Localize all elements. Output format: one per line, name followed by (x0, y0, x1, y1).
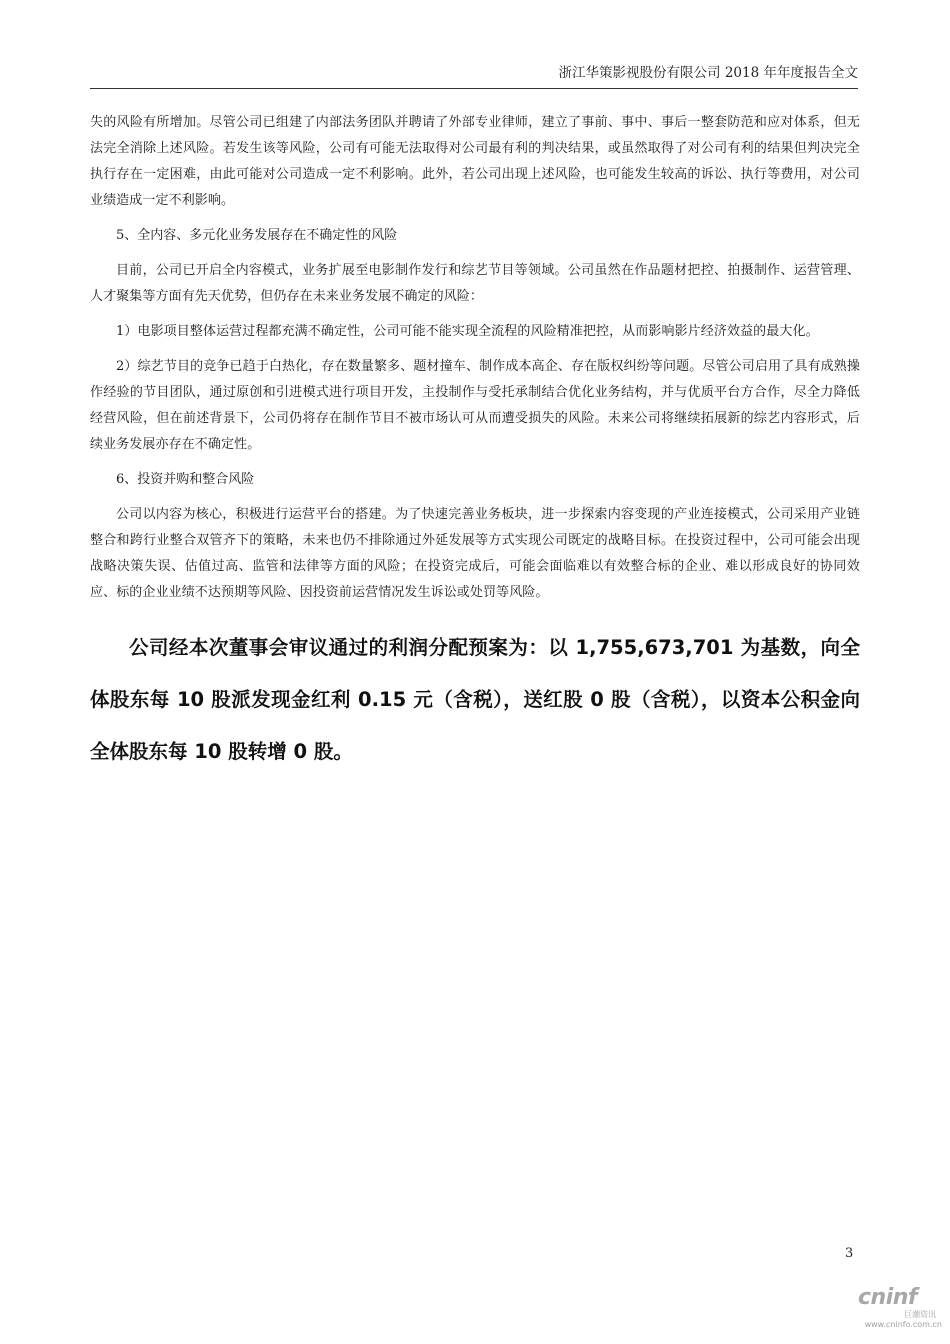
cninfo-logo: cninf (858, 1285, 917, 1310)
dividend-plan-statement: 公司经本次董事会审议通过的利润分配预案为：以 1,755,673,701 为基数，向全体股东每 10 股派发现金红利 0.15 元（含税），送红股 0 股（含税），以资本公积金向全体股东每 10 股转增 0 股。 (90, 636, 860, 763)
paragraph-mna-risk: 公司以内容为核心，积极进行运营平台的搭建。为了快速完善业务板块，进一步探索内容变现的产业连接模式，公司采用产业链整合和跨行业整合双管齐下的策略，未来也仍不排除通过外延发展等方式实现公司既定的战略目标。在投资过程中，公司可能会出现战略决策失误、估值过高、监管和法律等方面的风险；在投资完成后，可能会面临难以有效整合标的企业、难以形成良好的协同效应、标的企业业绩不达预期等风险、因投资前运营情况发生诉讼或处罚等风险。 (90, 507, 860, 600)
cninfo-url: www.cninfo.com.cn (864, 1320, 942, 1329)
paragraph-litigation-risk: 失的风险有所增加。尽管公司已组建了内部法务团队并聘请了外部专业律师，建立了事前、事中、事后一整套防范和应对体系，但无法完全消除上述风险。若发生该等风险，公司有可能无法取得对公司最有利的判决结果，或虽然取得了对公司有利的结果但判决完全执行存在一定困难，由此可能对公司造成一定不利影响。此外，若公司出现上述风险，也可能发生较高的诉讼、执行等费用，对公司业绩造成一定不利影响。 (90, 115, 860, 208)
report-title: 浙江华策影视股份有限公司 2018 年年度报告全文 (558, 65, 858, 81)
paragraph-film-risk: 1）电影项目整体运营过程都充满不确定性，公司可能不能实现全流程的风险精准把控，从而影响影片经济效益的最大化。 (116, 324, 819, 339)
page-header (90, 62, 858, 89)
section-heading-mna-risk: 6、投资并购和整合风险 (116, 472, 255, 487)
cninfo-watermark (858, 1286, 942, 1334)
paragraph-content-mode: 目前，公司已开启全内容模式，业务扩展至电影制作发行和综艺节目等领域。公司虽然在作品题材把控、拍摄制作、运营管理、人才聚集等方面有先天优势，但仍存在未来业务发展不确定的风险： (90, 263, 860, 304)
paragraph-variety-show-risk: 2）综艺节目的竞争已趋于白热化，存在数量繁多、题材撞车、制作成本高企、存在版权纠纷等问题。尽管公司启用了具有成熟操作经验的节目团队，通过原创和引进模式进行项目开发，主投制作与受托承制结合优化业务结构，并与优质平台方合作，尽全力降低经营风险，但在前述背景下，公司仍将存在制作节目不被市场认可从而遭受损失的风险。未来公司将继续拓展新的综艺内容形式，后续业务发展亦存在不确定性。 (90, 359, 860, 452)
page-number: 3 (845, 1246, 854, 1261)
cninfo-logo-subtitle: 巨潮资讯 (904, 1310, 936, 1319)
document-body (90, 110, 860, 778)
section-heading-content-diversification: 5、全内容、多元化业务发展存在不确定性的风险 (116, 228, 398, 243)
